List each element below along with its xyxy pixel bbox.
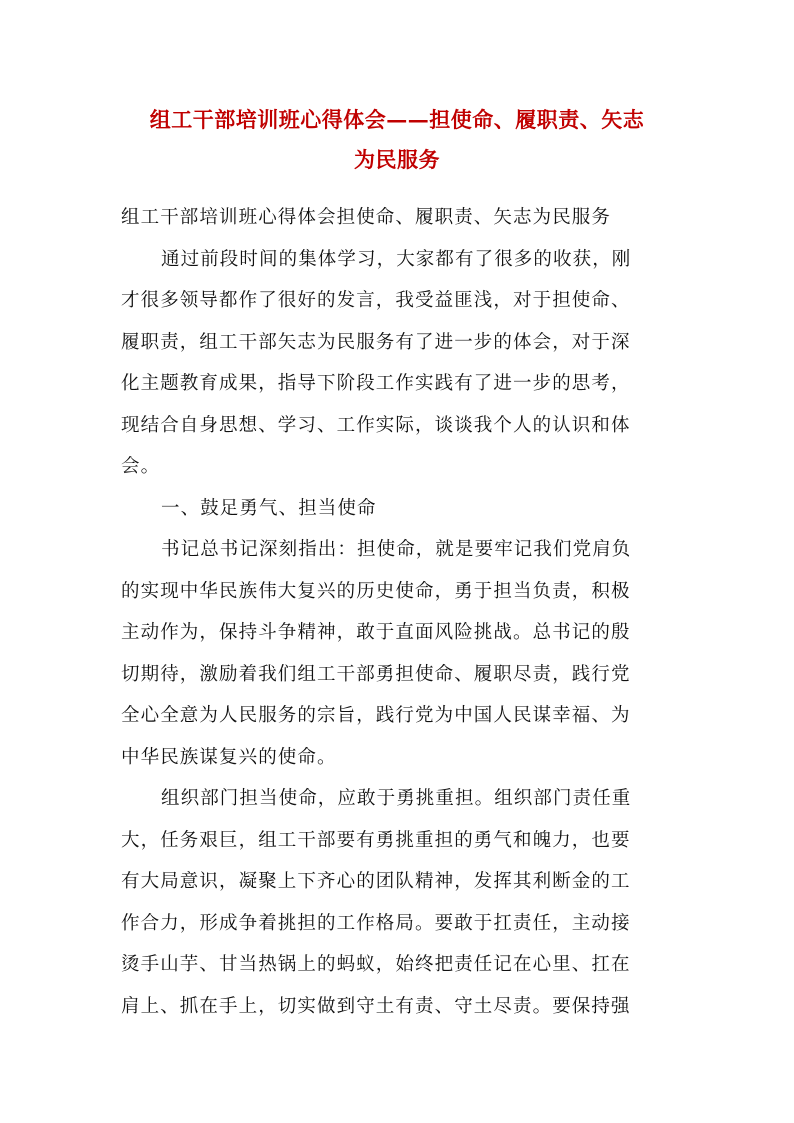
paragraph-line: 现结合自身思想、学习、工作实际，谈谈我个人的认识和体: [121, 415, 631, 436]
paragraph-line: 化主题教育成果，指导下阶段工作实践有了进一步的思考，: [121, 373, 631, 394]
paragraph-line: 主动作为，保持斗争精神，敢于直面风险挑战。总书记的殷: [121, 622, 631, 643]
paragraph-line: 中华民族谋复兴的使命。: [121, 747, 337, 768]
paragraph-line: 烫手山芋、甘当热锅上的蚂蚁，始终把责任记在心里、扛在: [121, 954, 631, 975]
paragraph-line: 才很多领导都作了很好的发言，我受益匪浅，对于担使命、: [121, 290, 631, 311]
paragraph-line: 作合力，形成争着挑担的工作格局。要敢于扛责任，主动接: [121, 913, 631, 934]
paragraph-line: 切期待，激励着我们组工干部勇担使命、履职尽责，践行党: [121, 664, 631, 685]
document-title-line-2: 为民服务: [354, 147, 440, 172]
paragraph-line: 的实现中华民族伟大复兴的历史使命，勇于担当负责，积极: [121, 581, 631, 602]
paragraph-line: 履职责，组工干部矢志为民服务有了进一步的体会，对于深: [121, 332, 631, 353]
paragraph-line: 会。: [121, 456, 161, 477]
paragraph-line: 有大局意识，凝聚上下齐心的团队精神，发挥其利断金的工: [121, 871, 631, 892]
paragraph-line: 书记总书记深刻指出：担使命，就是要牢记我们党肩负: [161, 539, 632, 560]
document-title-line-1: 组工干部培训班心得体会——担使命、履职责、矢志: [149, 107, 645, 132]
paragraph-line: 组织部门担当使命，应敢于勇挑重担。组织部门责任重: [161, 788, 632, 809]
paragraph-line: 大，任务艰巨，组工干部要有勇挑重担的勇气和魄力，也要: [121, 830, 631, 851]
paragraph-line: 全心全意为人民服务的宗旨，践行党为中国人民谋幸福、为: [121, 705, 631, 726]
paragraph-line: 通过前段时间的集体学习，大家都有了很多的收获，刚: [161, 249, 632, 270]
section-heading: 一、鼓足勇气、担当使命: [161, 498, 377, 519]
subtitle-line: 组工干部培训班心得体会担使命、履职责、矢志为民服务: [121, 207, 612, 228]
paragraph-line: 肩上、抓在手上，切实做到守土有责、守土尽责。要保持强: [121, 996, 631, 1017]
